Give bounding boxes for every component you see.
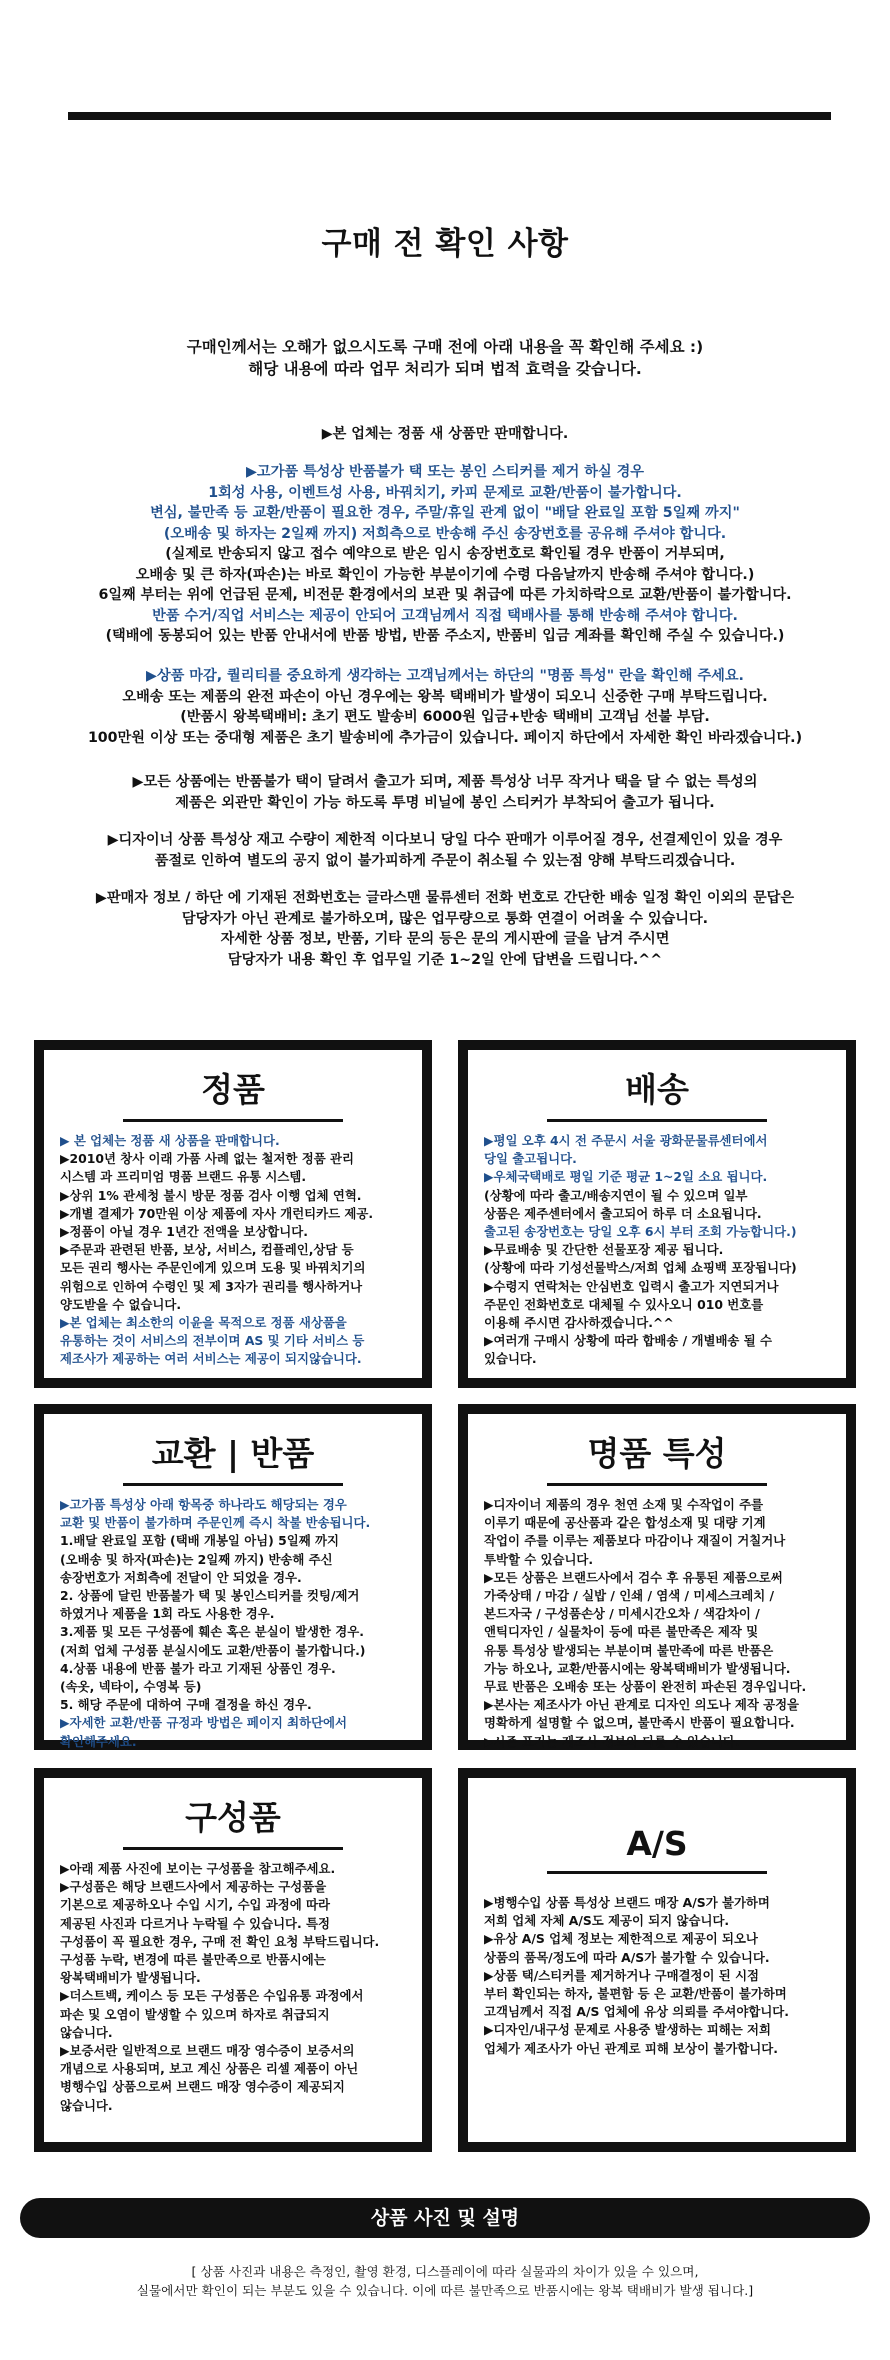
box-line: 이용해 주시면 감사하겠습니다.^^ [484,1315,674,1331]
box-line: 투박할 수 있습니다. [484,1551,594,1567]
notice-tag-policy [20,772,870,813]
notice-line: (실제로 반송되지 않고 접수 예약으로 받은 임시 송장번호로 확인될 경우 반품이 거부되며, [165,546,725,562]
box-line: 송장번호가 저희측에 전달이 안 되었을 경우. [60,1569,302,1585]
box-line: ▶자세한 교환/반품 규정과 방법은 페이지 최하단에서 [60,1715,347,1731]
box-line: 앤틱디자인 / 실물차이 등에 따른 불만족은 제작 및 [484,1624,759,1640]
box-line: 가능 하오나, 교환/반품시에는 왕복택배비가 발생됩니다. [484,1660,791,1676]
product-info-banner: 상품 사진 및 설명 [20,2198,870,2238]
box-line: 시스템 과 프리미엄 명품 브랜드 유통 시스템. [60,1169,307,1185]
box-line: 유통 특성상 발생되는 부분이며 불만족에 따른 반품은 [484,1642,774,1658]
box-line: (상황에 따라 기성선물박스/저희 업체 쇼핑백 포장됩니다) [484,1260,797,1276]
box-body [468,1874,846,2058]
box-line: ▶상위 1% 관세청 불시 방문 정품 검사 이행 업체 연혁. [60,1187,362,1203]
box-line: 상품은 제주센터에서 출고되어 하루 더 소요됩니다. [484,1205,762,1221]
notice-line: 6일째 부터는 위에 언급된 문제, 비전문 환경에서의 보관 및 취급에 따른 가치하락으로 교환/반품이 불가합니다. [98,587,792,603]
box-title: A/S [626,1824,688,1863]
box-line: (저희 업체 구성품 분실시에도 교환/반품이 불가합니다.) [60,1642,366,1658]
notice-line: 제품은 외관만 확인이 가능 하도록 투명 비닐에 봉인 스티커가 부착되어 출고가 됩니다. [175,794,715,811]
box-line: 하였거나 제품을 1회 라도 사용한 경우. [60,1606,275,1622]
box-line: ▶디자인/내구성 문제로 사용중 발생하는 피해는 저희 [484,2022,771,2038]
box-line: ▶모든 상품은 브랜드사에서 검수 후 유통된 제품으로써 [484,1569,783,1585]
box-line: 기본으로 제공하오나 수입 시기, 수입 과정에 따라 [60,1897,330,1913]
box-body [468,1486,846,1751]
box-line: 명확하게 설명할 수 없으며, 불만족시 반품이 필요합니다. [484,1715,795,1731]
box-line: 있습니다. [484,1351,537,1367]
box-line: 3.제품 및 모든 구성품에 훼손 혹은 분실이 발생한 경우. [60,1624,364,1640]
box-line: 유통하는 것이 서비스의 전부이며 AS 및 기타 서비스 등 [60,1333,365,1349]
box-line: ▶주문과 관련된 반품, 보상, 서비스, 컴플레인,상담 등 [60,1242,354,1258]
footer-disclaimer [0,2262,890,2300]
components-box [34,1768,432,2152]
box-line: ▶유상 A/S 업체 정보는 제한적으로 제공이 되오나 [484,1931,758,1947]
notice-line: 변심, 불만족 등 교환/반품이 필요한 경우, 주말/휴일 관계 없이 "배달 완료일 포함 5일째 까지" [150,505,740,521]
box-body [44,1850,422,2115]
box-line: ▶병행수입 상품 특성상 브랜드 매장 A/S가 불가하며 [484,1895,770,1910]
box-line: 구성품 누락, 변경에 따른 불만족으로 반품시에는 [60,1952,326,1968]
box-line: ▶더스트백, 케이스 등 모든 구성품은 수입유통 과정에서 [60,1988,364,2004]
notice-line: 100만원 이상 또는 중대형 제품은 초기 발송비에 추가금이 있습니다. 페이지 하단에서 자세한 확인 바라겠습니다.) [87,729,803,746]
box-line: ▶개별 결제가 70만원 이상 제품에 자사 개런티카드 제공. [60,1205,374,1221]
top-divider [68,112,831,120]
exchange-return-box [34,1404,432,1750]
box-body [468,1122,846,1369]
notice-line: ▶본 업체는 정품 새 상품만 판매합니다. [321,426,569,442]
box-line: 교환 및 반품이 불가하며 주문인께 즉시 착불 반송됩니다. [60,1515,371,1531]
box-line: ▶여러개 구매시 상황에 따라 합배송 / 개별배송 될 수 [484,1333,772,1349]
box-line: 저희 업체 자체 A/S도 제공이 되지 않습니다. [484,1913,730,1929]
box-line: ▶평일 오후 4시 전 주문시 서울 광화문물류센터에서 [484,1133,768,1148]
box-line: ▶디자이너 제품의 경우 천연 소재 및 수작업이 주를 [484,1497,764,1512]
as-box [458,1768,856,2152]
box-line: 병행수입 상품으로써 브랜드 매장 영수증이 제공되지 [60,2079,345,2095]
notice-line: 담당자가 아닌 관계로 불가하오며, 많은 업무량으로 통화 연결이 어려울 수 있습니다. [181,910,709,927]
notice-luxury-quality [20,666,870,748]
box-title: 명품 특성 [587,1434,727,1473]
notice-line: (택배에 동봉되어 있는 반품 안내서에 반품 방법, 반품 주소지, 반품비 입금 계좌를 확인해 주실 수 있습니다.) [105,628,785,644]
box-line: 고객님께서 직접 A/S 업체에 유상 의뢰를 주셔야합니다. [484,2004,789,2020]
box-line: 5. 해당 주문에 대하여 구매 결정을 하신 경우. [60,1697,312,1713]
intro-line: 구매인께서는 오해가 없으시도록 구매 전에 아래 내용을 꼭 확인해 주세요 :) [186,338,704,356]
box-line: 본드자국 / 구성품손상 / 미세시간오차 / 색감차이 / [484,1606,760,1622]
box-line: 제공된 사진과 다르거나 누락될 수 있습니다. 특정 [60,1915,330,1931]
box-line: ▶상품 택/스티커를 제거하거나 구매결정이 된 시점 [484,1967,760,1983]
notice-line: ▶모든 상품에는 반품불가 택이 달려서 출고가 되며, 제품 특성상 너무 작거나 택을 달 수 없는 특성의 [132,774,758,790]
box-line: 구성품이 꼭 필요한 경우, 구매 전 확인 요청 부탁드립니다. [60,1933,380,1949]
box-line: ▶보증서란 일반적으로 브랜드 매장 영수증이 보증서의 [60,2043,355,2059]
box-line: ▶2010년 창사 이래 가품 사례 없는 철저한 정품 관리 [60,1151,354,1167]
box-line: 상품의 품목/정도에 따라 A/S가 불가할 수 있습니다. [484,1949,770,1965]
box-line: ▶구성품은 해당 브랜드사에서 제공하는 구성품을 [60,1879,327,1895]
box-line: 당일 출고됩니다. [484,1151,577,1167]
box-line: 작업이 주를 이루는 제품보다 마감이나 재질이 거칠거나 [484,1533,786,1549]
notice-line: 자세한 상품 정보, 반품, 기타 문의 등은 문의 게시판에 글을 남겨 주시면 [220,931,670,947]
footer-line: [ 상품 사진과 내용은 측정인, 촬영 환경, 디스플레이에 따라 실물과의 차이가 있을 수 있으며, [191,2264,699,2279]
box-line: 않습니다. [60,2097,113,2113]
box-line: ▶ 본 업체는 정품 새 상품을 판매합니다. [60,1133,280,1148]
box-line: (오배송 및 하자(파손)는 2일째 까지) 반송해 주신 [60,1551,333,1567]
notice-seller-contact [20,888,870,970]
notice-line: (오배송 및 하자는 2일째 까지) 저희측으로 반송해 주신 송장번호를 공유해 주셔야 합니다. [163,525,727,542]
box-line: 2. 상품에 달린 반품불가 택 및 봉인스티커를 컷팅/제거 [60,1588,360,1604]
box-line: ▶아래 제품 사진에 보이는 구성품을 참고해주세요. [60,1861,336,1876]
box-line: 출고된 송장번호는 당일 오후 6시 부터 조회 가능합니다.) [484,1224,797,1240]
box-line: ▶우체국택배로 평일 기준 평균 1~2일 소요 됩니다. [484,1169,768,1185]
box-line: 않습니다. [60,2024,113,2040]
notice-line: 오배송 또는 제품의 완전 파손이 아닌 경우에는 왕복 택배비가 발생이 되오니 신중한 구매 부탁드립니다. [122,688,768,705]
notice-line: 반품 수거/직업 서비스는 제공이 안되어 고객님께서 직접 택배사를 통해 반송해 주셔야 합니다. [152,607,738,624]
notice-line: (반품시 왕복택배비: 초기 편도 발송비 6000원 입금+반송 택배비 고객님 선불 부담. [180,709,710,725]
shipping-box [458,1040,856,1388]
box-line: ▶고가품 특성상 아래 항목중 하나라도 해당되는 경우 [60,1497,347,1512]
box-line: 1.배달 완료일 포함 (택배 개봉일 아님) 5일째 까지 [60,1533,339,1549]
box-line: 4.상품 내용에 반품 불가 라고 기재된 상품인 경우. [60,1660,336,1676]
genuine-box [34,1040,432,1388]
notice-line: ▶판매자 정보 / 하단 에 기재된 전화번호는 글라스맨 물류센터 전화 번호로 간단한 배송 일정 확인 이외의 문답은 [95,890,795,906]
notice-line: 담당자가 내용 확인 후 업무일 기준 1~2일 안에 답변을 드립니다.^^ [227,951,663,968]
box-line: 부터 확인되는 하자, 불편함 등 은 교환/반품이 불가하며 [484,1986,787,2002]
page-title: 구매 전 확인 사항 [321,226,569,262]
box-line: (상황에 따라 출고/배송지연이 될 수 있으며 일부 [484,1187,748,1203]
box-line: 양도받을 수 없습니다. [60,1296,182,1312]
box-line: ▶무료배송 및 간단한 선물포장 제공 됩니다. [484,1242,724,1258]
box-title: 정품 [201,1070,265,1109]
box-body [44,1122,422,1369]
box-line: ▶시즌 표기는 제조사 정보와 다를 수 있습니다. [484,1733,740,1749]
notice-line: ▶디자이너 상품 특성상 재고 수량이 제한적 이다보니 당일 다수 판매가 이루어질 경우, 선결제인이 있을 경우 [107,832,783,848]
box-line: 모든 권리 행사는 주문인에게 있으며 도용 및 바꿔치기의 [60,1260,366,1276]
box-line: 파손 및 오염이 발생할 수 있으며 하자로 취급되지 [60,2006,330,2022]
box-line: 제조사가 제공하는 여러 서비스는 제공이 되지않습니다. [60,1351,362,1367]
box-line: 주문인 전화번호로 대체될 수 있사오니 010 번호를 [484,1296,764,1312]
luxury-traits-box [458,1404,856,1750]
box-body [44,1486,422,1751]
box-line: 왕복택배비가 발생됩니다. [60,1970,201,1986]
box-title: 배송 [625,1070,689,1109]
box-line: ▶본사는 제조사가 아닌 관계로 디자인 의도나 제작 공정을 [484,1697,800,1713]
box-line: (속옷, 넥타이, 수영복 등) [60,1679,202,1695]
notice-line: 오배송 및 큰 하자(파손)는 바로 확인이 가능한 부분이기에 수령 다음날까지 반송해 주셔야 합니다.) [135,566,755,583]
box-line: 위험으로 인하여 수령인 및 제 3자가 권리를 행사하거나 [60,1278,363,1294]
box-line: 이루기 때문에 공산품과 같은 합성소재 및 대량 기계 [484,1515,766,1531]
footer-line: 실물에서만 확인이 되는 부분도 있을 수 있습니다. 이에 따른 불만족으로 반품시에는 왕복 택배비가 발생 됩니다.] [136,2283,754,2298]
box-line: 가죽상태 / 마감 / 실밥 / 인쇄 / 염색 / 미세스크레치 / [484,1588,775,1604]
box-title: 교환 | 반품 [151,1434,315,1473]
notice-stock-limit [20,830,870,871]
box-line: 확인해주세요. [60,1733,137,1749]
box-line: 무료 반품은 오배송 또는 상품이 완전히 파손된 경우입니다. [484,1679,807,1695]
box-line: 개념으로 사용되며, 보고 계신 상품은 리셀 제품이 아닌 [60,2061,359,2077]
intro-text [0,336,890,380]
notice-line: ▶고가품 특성상 반품불가 택 또는 봉인 스티커를 제거 하실 경우 [246,464,644,480]
box-line: ▶수령지 연락처는 안심번호 입력시 출고가 지연되거나 [484,1278,779,1294]
notice-line: 품절로 인하여 별도의 공지 없이 불가피하게 주문이 취소될 수 있는점 양해 부탁드리겠습니다. [154,852,736,869]
box-line: ▶정품이 아닐 경우 1년간 전액을 보상합니다. [60,1224,308,1240]
box-line: ▶본 업체는 최소한의 이윤을 목적으로 정품 새상품을 [60,1315,347,1331]
notice-line: ▶상품 마감, 퀄리티를 중요하게 생각하는 고객님께서는 하단의 "명품 특성" 란을 확인해 주세요. [146,668,744,684]
box-title: 구성품 [185,1798,281,1837]
box-line: 업체가 제조사가 아닌 관계로 피해 보상이 불가합니다. [484,2040,778,2056]
intro-line: 해당 내용에 따라 업무 처리가 되며 법적 효력을 갖습니다. [248,360,642,378]
notice-line: 1회성 사용, 이벤트성 사용, 바꿔치기, 카피 문제로 교환/반품이 불가합니다. [208,484,682,501]
notice-genuine-only [20,424,870,445]
notice-return-policy [20,462,870,647]
